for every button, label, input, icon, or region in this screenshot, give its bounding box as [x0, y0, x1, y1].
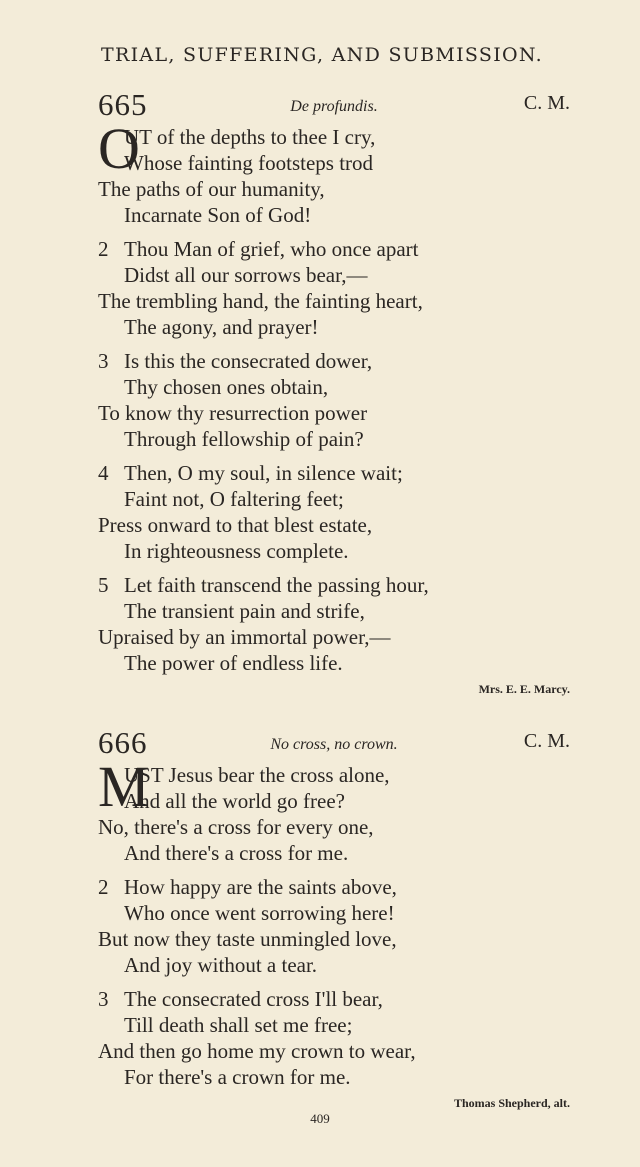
verse-line: And joy without a tear. — [124, 953, 318, 977]
hymn-meter: C. M. — [523, 92, 570, 114]
verse-line: Upraised by an immortal power,— — [98, 625, 391, 649]
verse-line: In righteousness complete. — [124, 539, 349, 563]
verse-line: No, there's a cross for every one, — [98, 815, 374, 839]
hymn-meter: C. M. — [523, 730, 570, 752]
verse-line: The trembling hand, the fainting heart, — [98, 289, 423, 313]
verse-line: Then, O my soul, in silence wait; — [124, 461, 403, 485]
hymn-665 — [98, 87, 570, 697]
verse-line: UST Jesus bear the cross alone, — [124, 763, 390, 787]
verse-line: For there's a crown for me. — [124, 1065, 351, 1089]
verse-line: But now they taste unmingled love, — [98, 927, 397, 951]
hymn-number: 665 — [98, 87, 148, 122]
verse-line: UT of the depths to thee I cry, — [124, 125, 376, 149]
verse-line: Incarnate Son of God! — [124, 203, 312, 227]
verse-line: Faint not, O faltering feet; — [124, 487, 344, 511]
verse-line: The paths of our humanity, — [98, 177, 325, 201]
hymn-header — [98, 87, 570, 124]
hymn-number: 666 — [98, 725, 148, 760]
author-attribution: Mrs. E. E. Marcy. — [478, 682, 570, 696]
stanza-1 — [98, 754, 570, 866]
verse-line: Press onward to that blest estate, — [98, 513, 373, 537]
verse-line: Who once went sorrowing here! — [124, 901, 395, 925]
page-number: 409 — [310, 1111, 330, 1126]
verse-line: Till death shall set me free; — [124, 1013, 353, 1037]
verse-line: To know thy resurrection power — [98, 401, 368, 425]
drop-cap: M — [98, 754, 150, 819]
stanza-1 — [98, 116, 570, 228]
stanza-number: 3 — [98, 349, 109, 373]
verse-line: The consecrated cross I'll bear, — [124, 987, 383, 1011]
running-head: TRIAL, SUFFERING, AND SUBMISSION. — [101, 44, 543, 66]
stanza-number: 2 — [98, 875, 109, 899]
stanza-5 — [98, 572, 570, 676]
hymn-666 — [98, 725, 570, 1111]
drop-cap: O — [98, 116, 140, 181]
hymn-title: De profundis. — [290, 98, 378, 115]
verse-line: And there's a cross for me. — [124, 841, 349, 865]
verse-line: Is this the consecrated dower, — [124, 349, 373, 373]
verse-line: Let faith transcend the passing hour, — [124, 573, 429, 597]
hymn-title: No cross, no crown. — [270, 736, 398, 753]
stanza-2 — [98, 874, 570, 978]
verse-line: The agony, and prayer! — [124, 315, 319, 339]
verse-line: Didst all our sorrows bear,— — [124, 263, 368, 287]
stanza-2 — [98, 236, 570, 340]
hymn-header — [98, 725, 570, 762]
verse-line: And then go home my crown to wear, — [98, 1039, 416, 1063]
stanza-4 — [98, 460, 570, 564]
stanza-3 — [98, 348, 570, 452]
stanza-number: 3 — [98, 987, 109, 1011]
stanza-number: 5 — [98, 573, 109, 597]
verse-line: And all the world go free? — [124, 789, 346, 813]
verse-line: How happy are the saints above, — [124, 875, 397, 899]
verse-line: Whose fainting footsteps trod — [124, 151, 374, 175]
verse-line: Thy chosen ones obtain, — [124, 375, 329, 399]
stanza-number: 4 — [98, 461, 109, 485]
stanza-number: 2 — [98, 237, 109, 261]
author-attribution: Thomas Shepherd, alt. — [453, 1096, 570, 1110]
verse-line: The transient pain and strife, — [124, 599, 365, 623]
stanza-3 — [98, 986, 570, 1090]
verse-line: The power of endless life. — [124, 651, 343, 675]
verse-line: Thou Man of grief, who once apart — [124, 237, 419, 261]
verse-line: Through fellowship of pain? — [124, 427, 364, 451]
